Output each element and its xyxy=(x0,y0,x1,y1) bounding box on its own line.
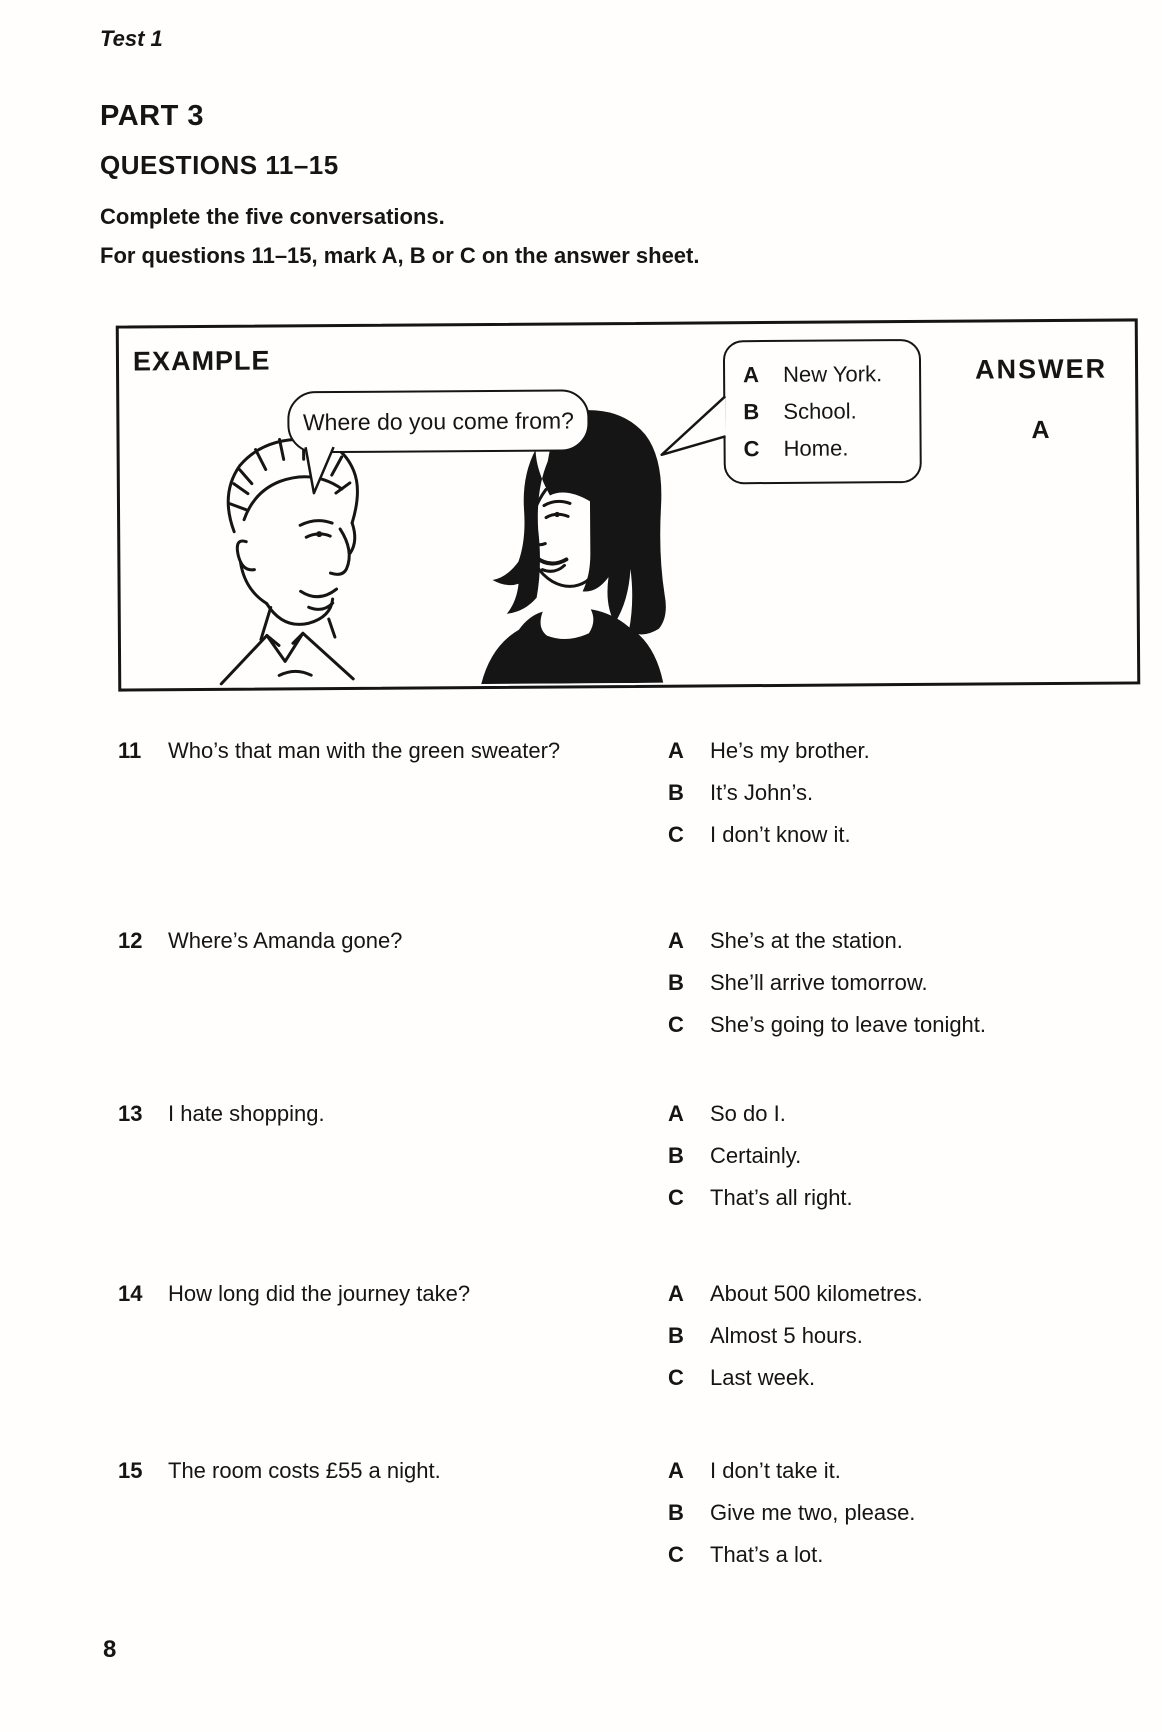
option-row xyxy=(668,1450,915,1492)
option-row xyxy=(744,436,849,461)
question-text: How long did the journey take? xyxy=(168,1281,471,1306)
example-box xyxy=(116,318,1141,691)
option-row xyxy=(668,920,986,962)
option-text: That’s a lot. xyxy=(710,1542,824,1567)
option-letter: C xyxy=(743,436,760,462)
option-row xyxy=(668,962,986,1004)
option-text: School. xyxy=(783,398,857,424)
option-row xyxy=(743,399,857,424)
option-row xyxy=(668,1273,923,1315)
option-text: She’s going to leave tonight. xyxy=(710,1012,987,1037)
option-text: She’ll arrive tomorrow. xyxy=(710,970,928,995)
option-row xyxy=(743,362,882,387)
option-text: Almost 5 hours. xyxy=(710,1323,863,1348)
option-row xyxy=(668,1177,853,1219)
option-text: It’s John’s. xyxy=(710,780,814,805)
part-title: PART 3 xyxy=(100,100,204,132)
option-row xyxy=(668,1315,923,1357)
options-list xyxy=(668,1450,915,1576)
question-bubble-tail xyxy=(296,445,342,497)
question-number: 12 xyxy=(118,928,143,953)
option-row xyxy=(668,814,870,856)
option-letter: C xyxy=(668,1012,684,1037)
option-text: Give me two, please. xyxy=(710,1500,916,1525)
example-label: EXAMPLE xyxy=(132,345,271,377)
options-bubble-tail xyxy=(655,390,728,463)
option-letter: A xyxy=(668,738,684,763)
question-bubble-text: Where do you come from? xyxy=(302,406,574,435)
questions-range-title: QUESTIONS 11–15 xyxy=(100,150,339,180)
option-row xyxy=(668,1492,915,1534)
options-list xyxy=(668,920,986,1046)
option-letter: B xyxy=(668,970,684,995)
option-row xyxy=(668,772,870,814)
option-letter: A xyxy=(668,1281,684,1306)
question-number: 13 xyxy=(118,1101,143,1126)
options-list xyxy=(668,1273,923,1399)
option-text: Certainly. xyxy=(710,1143,802,1168)
page-number: 8 xyxy=(103,1636,117,1663)
instruction-line-2: For questions 11–15, mark A, B or C on the answer sheet. xyxy=(100,243,700,268)
option-letter: B xyxy=(668,1323,684,1348)
option-letter: A xyxy=(668,1101,684,1126)
option-letter: C xyxy=(668,1365,684,1390)
option-letter: A xyxy=(668,1458,684,1483)
question-text: Who’s that man with the green sweater? xyxy=(168,738,561,763)
question-number: 14 xyxy=(118,1281,143,1306)
question-speech-bubble xyxy=(287,389,589,453)
option-text: So do I. xyxy=(710,1101,786,1126)
option-letter: C xyxy=(668,1185,684,1210)
option-letter: C xyxy=(668,1542,684,1567)
option-letter: C xyxy=(668,822,684,847)
earring xyxy=(594,567,606,579)
question-text: The room costs £55 a night. xyxy=(168,1458,441,1483)
option-row xyxy=(668,1004,986,1046)
options-speech-bubble xyxy=(723,339,922,484)
option-letter: A xyxy=(668,928,684,953)
answer-label: ANSWER xyxy=(974,353,1108,385)
option-text: That’s all right. xyxy=(710,1185,853,1210)
option-text: About 500 kilometres. xyxy=(710,1281,923,1306)
option-text: He’s my brother. xyxy=(710,738,870,763)
test-header: Test 1 xyxy=(100,26,163,51)
options-list xyxy=(668,1093,853,1219)
option-text: I don’t take it. xyxy=(710,1458,841,1483)
option-text: New York. xyxy=(783,361,883,387)
options-list xyxy=(668,730,870,856)
option-letter: B xyxy=(668,1500,684,1525)
option-row xyxy=(668,1135,853,1177)
option-letter: B xyxy=(743,399,760,425)
question-number: 15 xyxy=(118,1458,143,1483)
option-row xyxy=(668,730,870,772)
answer-value: A xyxy=(1031,416,1050,445)
option-letter: B xyxy=(668,780,684,805)
option-row xyxy=(668,1093,853,1135)
option-text: Last week. xyxy=(710,1365,816,1390)
question-number: 11 xyxy=(118,738,142,763)
instruction-line-1: Complete the five conversations. xyxy=(100,204,445,229)
option-row xyxy=(668,1357,923,1399)
option-letter: A xyxy=(743,362,760,388)
question-text: I hate shopping. xyxy=(168,1101,325,1126)
option-text: Home. xyxy=(783,435,849,461)
question-text: Where’s Amanda gone? xyxy=(168,928,403,953)
option-row xyxy=(668,1534,915,1576)
option-text: She’s at the station. xyxy=(710,928,903,953)
option-letter: B xyxy=(668,1143,684,1168)
option-text: I don’t know it. xyxy=(710,822,851,847)
